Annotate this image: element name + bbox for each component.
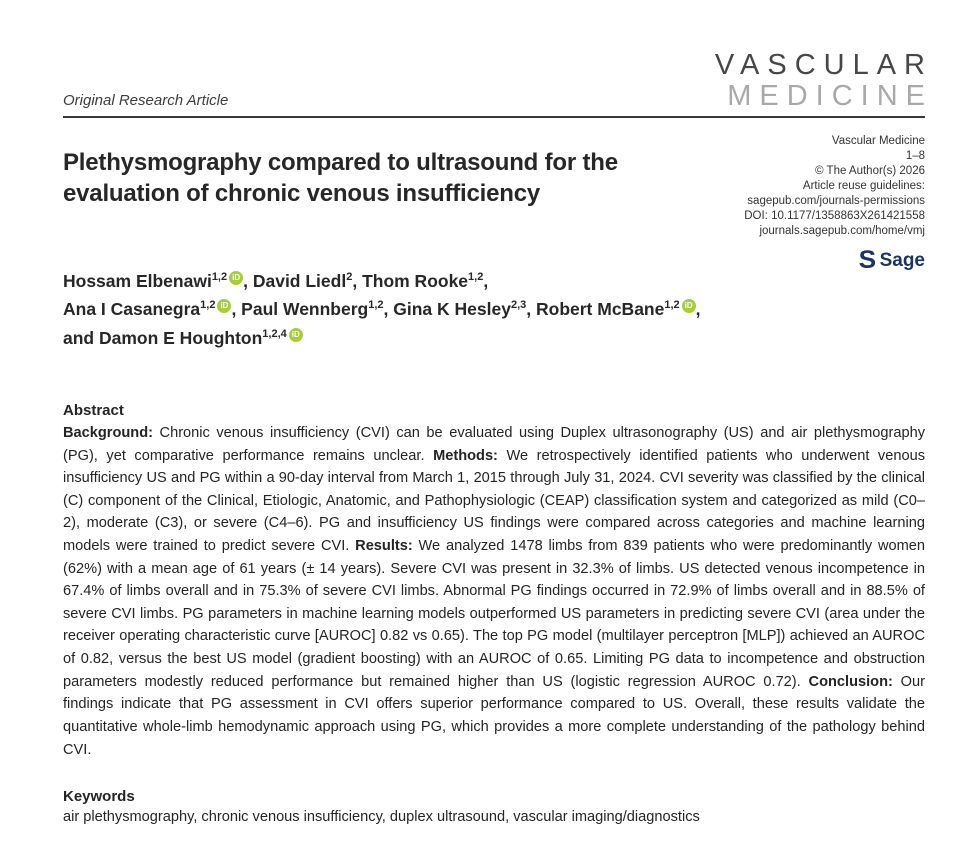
- journal-info-pages: 1–8: [905, 150, 925, 163]
- keywords-text: air plethysmography, chronic venous insufficiency, duplex ultrasound, vascular imaging/diagnostics: [63, 809, 700, 826]
- sage-wordmark: Sage: [879, 250, 925, 272]
- author-name: Gina K Hesley: [393, 299, 511, 320]
- journal-info-reuse-label: Article reuse guidelines:: [802, 180, 925, 193]
- masthead-word-medicine: MEDICINE: [727, 79, 933, 112]
- author-affiliation-sup: 1,2: [211, 271, 228, 284]
- title-column: [63, 132, 735, 352]
- abstract-results-text: We analyzed 1478 limbs from 839 patients who were predominantly women (62%) with a mean age of 61 years (± 14 years). Severe CVI was present in 32.3% of limbs. US detected venous incompetence in 67.4% of limbs overall and in 75.3% of severe CVI limbs. Abnormal PG findings occurred in 72.9% of limbs overall and in 88.5% of severe CVI limbs. PG parameters in machine learning models outperformed US parameters in predicting severe CVI (area under the receiver operating characteristic curve [AUROC] 0.82 vs 0.65). The top PG model (multilayer perceptron [MLP]) achieved an AUROC of 0.82, versus the best US model (gradient boosting) with an AUROC of 0.65. Limiting PG data to incompetence and obstruction parameters modestly reduced performance but remained higher than US (logistic regression AUROC 0.72).: [63, 538, 926, 690]
- author-affiliation-sup: 2: [346, 271, 353, 284]
- author-affiliation-sup: 1,2: [200, 299, 216, 312]
- keywords-section: [63, 788, 925, 825]
- sage-s-icon: S: [858, 246, 876, 275]
- abstract-label-results: Results:: [355, 538, 413, 555]
- abstract-heading: Abstract: [63, 401, 124, 419]
- abstract-text: [63, 422, 925, 761]
- orcid-icon[interactable]: iD: [682, 299, 696, 313]
- journal-info-copyright: © The Author(s) 2026: [815, 165, 925, 178]
- author-separator: ,: [352, 270, 363, 291]
- article-type-label: Original Research Article: [63, 92, 229, 110]
- author-line: [63, 324, 735, 352]
- abstract-background-text: Chronic venous insufficiency (CVI) can be evaluated using Duplex ultrasonography (US) and air plethysmography (PG), yet comparative performance remains unclear.: [63, 424, 925, 464]
- keywords-heading: Keywords: [63, 788, 135, 806]
- abstract-label-background: Background:: [63, 424, 153, 441]
- journal-masthead: [715, 50, 933, 111]
- author-name: and Damon E Houghton: [63, 327, 263, 348]
- abstract-methods-text: We retrospectively identified patients who underwent venous insufficiency US and PG within a 90-day interval from March 1, 2015 through July 31, 2024. CVI severity was classified by the clinical (C) component of the Clinical, Etiologic, Anatomic, and Pathophysiologic (CEAP) classification system and categorized as mild (C0–2), moderate (C3), or severe (C4–6). PG and insufficiency US findings were compared across categories and machine learning models were trained to predict severe CVI.: [63, 447, 925, 555]
- permissions-link[interactable]: sagepub.com/journals-permissions: [747, 195, 925, 208]
- author-affiliation-sup: 1,2: [368, 299, 384, 312]
- journal-info-doi: DOI: 10.1177/1358863X261421558: [744, 210, 925, 223]
- orcid-icon[interactable]: iD: [229, 271, 243, 285]
- author-affiliation-sup: 1,2,4: [262, 327, 287, 340]
- journal-info-name: Vascular Medicine: [831, 135, 925, 148]
- author-list: [63, 267, 735, 352]
- author-separator: ,: [383, 299, 394, 320]
- title-and-info-row: [63, 132, 925, 352]
- author-name: David Liedl: [252, 270, 347, 291]
- article-title: Plethysmography compared to ultrasound for the evaluation of chronic venous insufficiency: [63, 149, 618, 207]
- page-header: [63, 49, 933, 118]
- author-name: Thom Rooke: [362, 270, 469, 291]
- author-line: [63, 267, 735, 295]
- author-separator: ,: [483, 270, 489, 291]
- author-separator: ,: [526, 299, 536, 320]
- journal-info-column: [744, 132, 925, 352]
- abstract-label-conclusion: Conclusion:: [808, 673, 893, 690]
- abstract-section: [63, 402, 925, 761]
- sage-logo: [744, 248, 925, 273]
- author-name: Ana I Casanegra: [63, 299, 201, 320]
- author-affiliation-sup: 1,2: [468, 271, 484, 284]
- abstract-conclusion-text: Our findings indicate that PG assessment in CVI offers superior performance compared to US. Overall, these results validate the quantitative whole-limb hemodynamic approach using PG, which provides a more complete understanding of the pathology behind CVI.: [63, 673, 925, 758]
- author-separator: ,: [231, 299, 242, 320]
- author-line: [63, 295, 735, 323]
- author-name: Hossam Elbenawi: [63, 270, 212, 291]
- author-affiliation-sup: 2,3: [510, 299, 527, 312]
- journal-homepage-link[interactable]: journals.sagepub.com/home/vmj: [759, 225, 925, 238]
- orcid-icon[interactable]: iD: [217, 299, 231, 313]
- author-separator: ,: [695, 299, 701, 320]
- masthead-word-vascular: VASCULAR: [714, 49, 933, 81]
- author-name: Paul Wennberg: [241, 299, 369, 320]
- author-separator: ,: [243, 270, 253, 291]
- abstract-label-methods: Methods:: [433, 447, 498, 464]
- author-name: Robert McBane: [536, 299, 665, 320]
- orcid-icon[interactable]: iD: [289, 328, 303, 342]
- author-affiliation-sup: 1,2: [664, 299, 680, 312]
